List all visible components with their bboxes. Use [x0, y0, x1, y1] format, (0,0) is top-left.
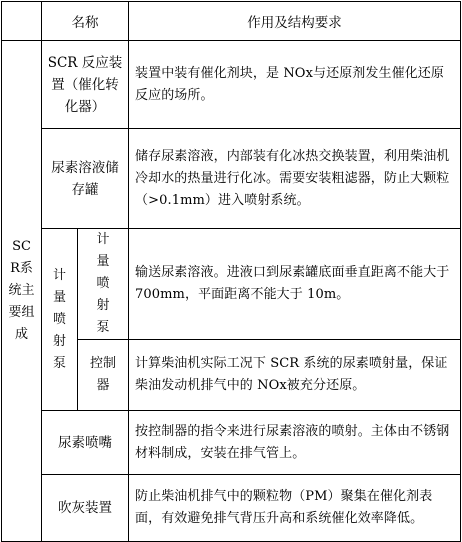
component-desc: 装置中装有催化剂块，是 NOx与还原剂发生催化还原反应的场所。	[129, 41, 461, 129]
component-desc: 储存尿素溶液，内部装有化冰热交换装置，利用柴油机冷却水的热量进行化冰。需要安装粗滤器，防止大颗粒（>0.1mm）进入喷射系统。	[129, 129, 461, 229]
subcomponent-name-cell	[78, 340, 129, 411]
table-row	[2, 129, 461, 229]
component-desc: 防止柴油机排气中的颗粒物（PM）聚集在催化剂表面，有效避免排气背压升高和系统催化效率降低。	[129, 475, 461, 542]
subcomponent-desc: 计算柴油机实际工况下 SCR 系统的尿素喷射量，保证柴油发动机排气中的 NOx被充分还原。	[129, 340, 461, 411]
header-name: 名称	[42, 2, 129, 41]
component-name: SCR 反应装置（催化转化器）	[42, 41, 129, 129]
component-desc: 按控制器的指令来进行尿素溶液的喷射。主体由不锈钢材料制成，安装在排气管上。	[129, 411, 461, 475]
subcomponent-name: 计量喷射泵	[96, 232, 110, 335]
table-row	[2, 41, 461, 129]
metering-pump-group-cell	[42, 229, 78, 411]
table-row	[2, 475, 461, 542]
metering-pump-group-label: 计量喷射泵	[53, 267, 67, 371]
group-label-cell	[2, 41, 42, 542]
group-label: SCR系统主要组成	[8, 239, 35, 342]
header-function: 作用及结构要求	[129, 2, 461, 41]
subcomponent-name-cell	[78, 229, 129, 340]
table-row	[2, 229, 461, 340]
subcomponent-desc: 输送尿素溶液。进液口到尿素罐底面垂直距离不能大于 700mm，平面距离不能大于 10m。	[129, 229, 461, 340]
component-name: 吹灰装置	[42, 475, 129, 542]
blank-corner-cell	[2, 2, 42, 41]
table-row	[2, 411, 461, 475]
header-row	[2, 2, 461, 41]
component-name: 尿素喷嘴	[42, 411, 129, 475]
subcomponent-name: 控制器	[89, 356, 116, 393]
components-table	[1, 1, 461, 542]
component-name: 尿素溶液储存罐	[42, 129, 129, 229]
